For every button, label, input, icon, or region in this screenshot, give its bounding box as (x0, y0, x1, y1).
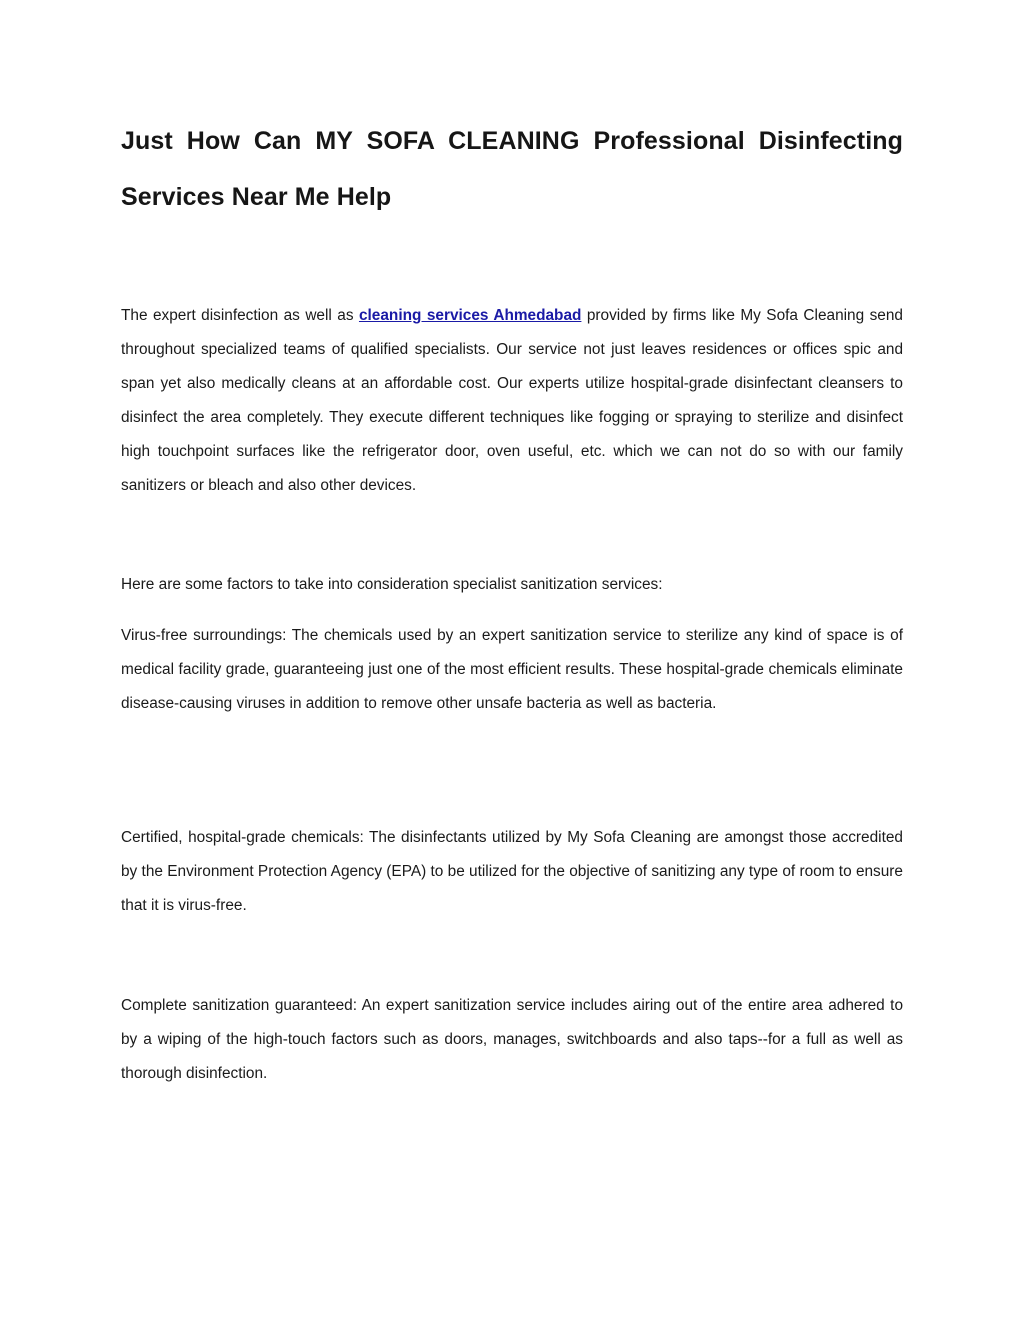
intro-text-after-link: provided by firms like My Sofa Cleaning send throughout specialized teams of qualified specialists. Our service not just leaves residences or offices spic and span yet also medically cleans at an affordable cost. Our experts utilize hospital-grade disinfectant cleansers to disinfect the area completely. They execute different techniques like fogging or spraying to sterilize and disinfect high touchpoint surfaces like the refrigerator door, oven useful, etc. which we can not do so with our family sanitizers or bleach and also other devices. (121, 307, 903, 494)
factors-intro-paragraph: Here are some factors to take into consideration specialist sanitization services: (121, 576, 663, 593)
document-title: Just How Can MY SOFA CLEANING Professional Disinfecting Services Near Me Help (121, 127, 903, 211)
complete-sanitization-paragraph: Complete sanitization guaranteed: An expert sanitization service includes airing out of the entire area adhered to by a wiping of the high-touch factors such as doors, manages, switchboards and also taps--for a full as well as thorough disinfection. (121, 997, 903, 1082)
cleaning-services-link[interactable]: cleaning services Ahmedabad (358, 307, 582, 324)
intro-text-before-link: The expert disinfection as well as (121, 307, 359, 324)
certified-chemicals-paragraph: Certified, hospital-grade chemicals: The disinfectants utilized by My Sofa Cleaning are amongst those accredited by the Environment Protection Agency (EPA) to be utilized for the objective of sanitizing any type of room to ensure that it is virus-free. (121, 829, 903, 914)
virus-free-paragraph: Virus-free surroundings: The chemicals used by an expert sanitization service to sterilize any kind of space is of medical facility grade, guaranteeing just one of the most efficient results. These hospital-grade chemicals eliminate disease-causing viruses in addition to remove other unsafe bacteria as well as bacteria. (121, 627, 903, 712)
intro-paragraph (121, 299, 903, 503)
